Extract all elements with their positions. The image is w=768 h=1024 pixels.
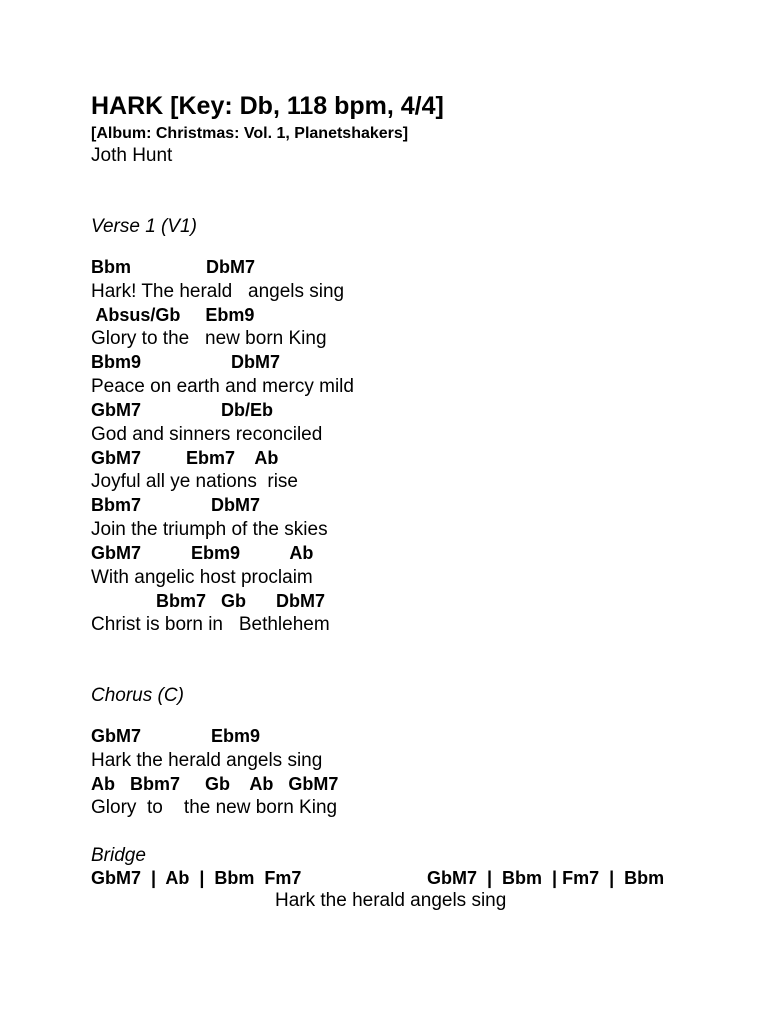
section-label-verse-1: Verse 1 (V1) bbox=[91, 216, 197, 237]
chord-line: Bbm DbM7 bbox=[91, 257, 256, 277]
bridge-chords-left: GbM7 | Ab | Bbm Fm7 bbox=[91, 868, 302, 888]
lyric-line: Hark! The herald angels sing bbox=[91, 281, 345, 302]
lyric-line: Christ is born in Bethlehem bbox=[91, 614, 330, 635]
chord-line: Bbm7 DbM7 bbox=[91, 495, 261, 515]
lyric-line: Glory to the new born King bbox=[91, 797, 338, 818]
lyric-line: Glory to the new born King bbox=[91, 328, 327, 349]
lyric-line: Hark the herald angels sing bbox=[91, 750, 323, 771]
lyric-line: Peace on earth and mercy mild bbox=[91, 376, 354, 397]
lyric-line: Join the triumph of the skies bbox=[91, 519, 328, 540]
section-label-chorus: Chorus (C) bbox=[91, 685, 184, 706]
chord-line: GbM7 Db/Eb bbox=[91, 400, 274, 420]
section-label-bridge: Bridge bbox=[91, 845, 146, 866]
lyric-line: Joyful all ye nations rise bbox=[91, 471, 298, 492]
chord-line: GbM7 Ebm9 bbox=[91, 726, 261, 746]
chord-line: Bbm7 Gb DbM7 bbox=[91, 591, 326, 611]
chord-line: Ab Bbm7 Gb Ab GbM7 bbox=[91, 774, 339, 794]
chord-line: GbM7 Ebm7 Ab bbox=[91, 448, 279, 468]
chord-line: Absus/Gb Ebm9 bbox=[91, 305, 255, 325]
album-info: [Album: Christmas: Vol. 1, Planetshakers] bbox=[91, 125, 409, 142]
chord-line: Bbm9 DbM7 bbox=[91, 352, 281, 372]
lyric-line: With angelic host proclaim bbox=[91, 567, 313, 588]
song-title: HARK [Key: Db, 118 bpm, 4/4] bbox=[91, 92, 444, 120]
lyric-line: God and sinners reconciled bbox=[91, 424, 323, 445]
bridge-lyric-line: Hark the herald angels sing bbox=[275, 890, 507, 911]
song-author: Joth Hunt bbox=[91, 145, 173, 166]
bridge-chords-right: GbM7 | Bbm | Fm7 | Bbm bbox=[427, 868, 665, 888]
chord-line: GbM7 Ebm9 Ab bbox=[91, 543, 314, 563]
